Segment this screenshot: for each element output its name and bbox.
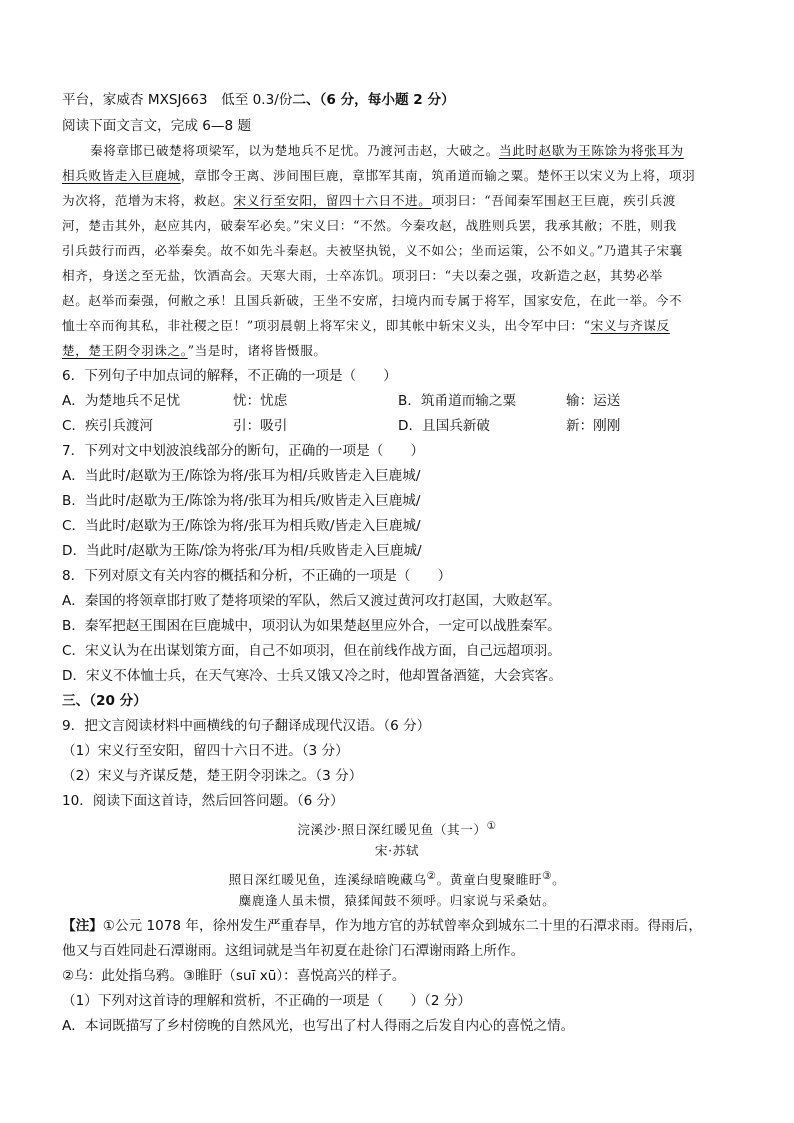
passage-line-7: 赵。赵举而秦强，何敝之承！且国兵新破，王坐不安席，扫境内而专属于将军，国家安危，在此一举。今不	[62, 293, 683, 308]
note-label: 【注】	[62, 918, 103, 934]
q9-sub-2: （2）宋义与齐谋反楚，楚王阴令羽诛之。（3 分）	[62, 768, 363, 784]
note-2-3	[62, 966, 406, 986]
q9-stem: 9．把文言阅读材料中画横线的句子翻译成现代汉语。（6 分）	[62, 718, 431, 734]
q6-option-a-gloss: 忧：忧虑	[233, 393, 288, 409]
underlined-sentence-2-cont: 楚，楚王阴令羽诛之。	[62, 343, 188, 358]
poem-line-2: 麋鹿逢人虽未惯，猿猱闻鼓不须呼。归家说与采桑姑。	[238, 893, 556, 908]
wavy-segment: 相兵败皆走入巨鹿城	[62, 168, 181, 183]
footnote-marker: ③	[542, 870, 553, 882]
passage-text: 为次将，范增为末将，救赵。	[62, 193, 234, 208]
passage-text: 秦将章邯已破楚将项梁军，以为楚地兵不足忧。乃渡河击赵，大破之。	[90, 143, 500, 158]
footnote-marker: ②	[426, 870, 437, 882]
q6-option-d: D．且国兵新破	[398, 418, 491, 434]
header-prefix: 平台，家威杏 MXSJ663 低至 0.3/份	[62, 92, 293, 108]
passage-text: 恤士卒而徇其私，非社稷之臣！”项羽晨朝上将军宋义，即其帐中斩宋义头，出令军中曰：“	[62, 318, 591, 333]
q10-sub-1: （1）下列对这首诗的理解和赏析，不正确的一项是（ ）（2 分）	[62, 993, 472, 1009]
poem-title	[0, 816, 794, 840]
q7-option-a: A．当此时/赵歇为王/陈馀为将/张耳为相/兵败皆走入巨鹿城/	[62, 468, 421, 484]
q6-option-b-gloss: 输：运送	[566, 393, 621, 409]
note-marker: ①	[102, 918, 115, 934]
poem-line-1	[0, 866, 794, 890]
passage-line-9	[62, 341, 327, 361]
passage-line-8	[62, 316, 670, 336]
note-text: 睢盱（suī xū）：喜悦高兴的样子。	[195, 968, 406, 984]
passage-line-4: 河，楚击其外，赵应其内，破秦军必矣。”宋义曰：“不然。今秦攻赵，战胜则兵罢，我承其敝；不胜，则我	[62, 218, 677, 233]
underlined-sentence-1: 宋义行至安阳，留四十六日不进。	[233, 193, 432, 208]
passage-line-5: 引兵鼓行而西，必举秦矣。故不如先斗秦赵。夫被坚执锐，义不如公；坐而运策，公不如义。”乃遣其子宋襄	[62, 243, 683, 258]
q7-option-b: B．当此时/赵歇为王/陈馀为将/张耳为相兵/败皆走入巨鹿城/	[62, 493, 421, 509]
q8-option-c: C．宋义认为在出谋划策方面，自己不如项羽，但在前线作战方面，自己远超项羽。	[62, 643, 561, 659]
note-text: 公元 1078 年，徐州发生严重春旱，作为地方官的苏轼曾率众到城东二十里的石潭求雨。得雨后，	[114, 918, 702, 934]
q8-option-d: D．宋义不体恤士兵，在天气寒冷、士兵又饿又冷之时，他却置备酒筵，大会宾客。	[62, 668, 562, 684]
passage-text: ”当是时，诸将皆慑服。	[187, 343, 327, 358]
wavy-segment: 当此时赵歇为王陈馀为将张耳为	[499, 143, 684, 158]
q7-stem: 7．下列对文中划波浪线部分的断句，正确的一项是（ ）	[62, 443, 425, 459]
poem-author: 宋·苏轼	[374, 843, 420, 858]
q7-option-c: C．当此时/赵歇为王/陈馀为将/张耳为相兵败/皆走入巨鹿城/	[62, 518, 421, 534]
footnote-marker: ①	[486, 820, 497, 832]
q10-sub-1-option-a: A．本词既描写了乡村傍晚的自然风光，也写出了村人得雨之后发自内心的喜悦之情。	[62, 1018, 575, 1034]
q7-option-d: D．当此时/赵歇为王陈/馀为将张/耳为相/兵败皆走入巨鹿城/	[62, 543, 422, 559]
section-3-title: 三、（20 分）	[62, 693, 147, 709]
q6-option-c: C．疾引兵渡河	[62, 418, 154, 434]
note-1-cont: 他又与百姓同赴石潭谢雨。这组词就是当年初夏在赴徐门石潭谢雨路上所作。	[62, 943, 525, 959]
q6-option-d-gloss: 新：刚刚	[566, 418, 621, 434]
underlined-sentence-2: 宋义与齐谋反	[590, 318, 670, 333]
q6-stem: 6．下列句子中加点词的解释，不正确的一项是（ ）	[62, 368, 397, 384]
q10-stem: 10．阅读下面这首诗，然后回答问题。（6 分）	[62, 793, 344, 809]
passage-text: 项羽曰：“吾闻秦军围赵王巨鹿，疾引兵渡	[431, 193, 676, 208]
poem-text: 照日深红暖见鱼，连溪绿暗晚藏乌	[228, 872, 427, 888]
q6-option-b: B．筑甬道而输之粟	[398, 393, 517, 409]
poem-title-text: 浣溪沙·照日深红暖见鱼（其一）	[297, 822, 487, 838]
q6-option-a: A．为楚地兵不足忧	[62, 393, 181, 409]
passage-line-3	[62, 191, 676, 211]
section-title: 二、（6 分，每小题 2 分）	[292, 92, 455, 108]
passage-line-1	[90, 141, 684, 161]
note-1	[62, 916, 702, 936]
passage-line-6: 相齐，身送之至无盐，饮酒高会。天寒大雨，士卒冻饥。项羽曰：“夫以秦之强，攻新造之赵，其势必举	[62, 268, 663, 283]
passage-text: ，章邯令王离、涉间围巨鹿，章邯军其南，筑甬道而输之粟。楚怀王以宋义为上将，项羽	[180, 168, 696, 183]
instruction: 阅读下面文言文，完成 6—8 题	[62, 118, 252, 134]
q9-sub-1: （1）宋义行至安阳，留四十六日不进。（3 分）	[62, 743, 349, 759]
poem-text: 。黄童白叟聚睢盱	[436, 872, 543, 888]
note-marker: ③	[182, 968, 196, 984]
header-line	[62, 90, 455, 110]
note-marker: ②	[62, 968, 75, 984]
q8-option-a: A．秦国的将领章邯打败了楚将项梁的军队，然后又渡过黄河攻打赵国，大败赵军。	[62, 593, 561, 609]
q6-option-c-gloss: 引：吸引	[233, 418, 288, 434]
q8-stem: 8．下列对原文有关内容的概括和分析，不正确的一项是（ ）	[62, 568, 452, 584]
q8-option-b: B．秦军把赵王围困在巨鹿城中，项羽认为如果楚赵里应外合，一定可以战胜秦军。	[62, 618, 561, 634]
poem-text: 。	[552, 872, 566, 888]
passage-line-2	[62, 166, 695, 186]
note-text: 乌：此处指乌鸦。	[74, 968, 183, 984]
